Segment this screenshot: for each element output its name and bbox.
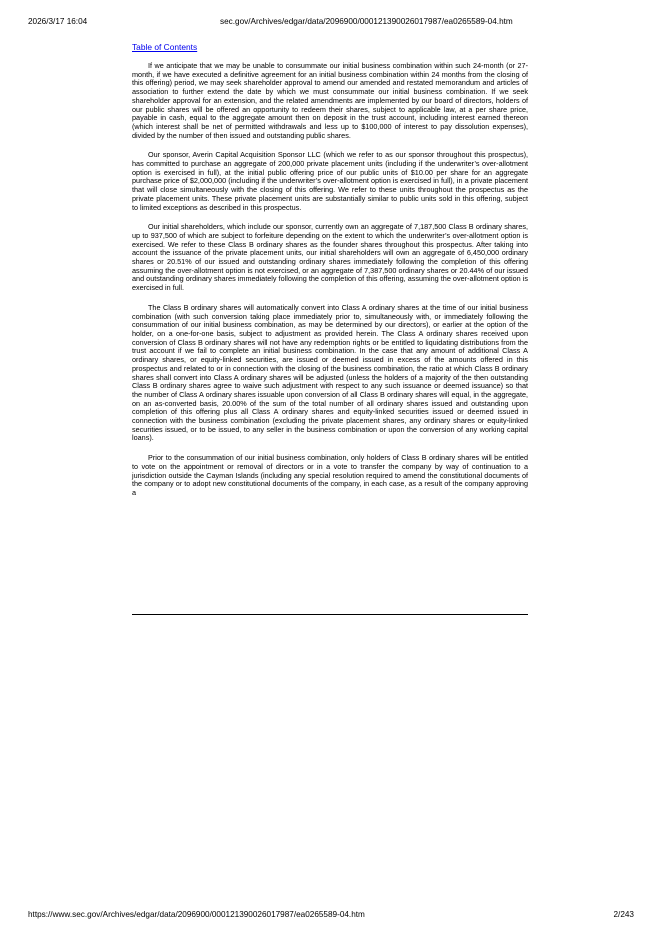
paragraph-sponsor-private-placement: Our sponsor, Averin Capital Acquisition Sponsor LLC (which we refer to as our sponsor throughout this prospectus), has committed to purchase an aggregate of 200,000 private placement units (including if the underwriter’s over-allotment option is exercised in full), at the initial public offering price of our public units of $10.00 per share for an aggregate purchase price of $2,000,000 (including if the underwriter’s over-allotment option is exercised in full), in a private placement that will close simultaneously with the closing of this offering. We refer to these units throughout the prospectus as the private placement units. These private placement units are substantially similar to public units sold in this offering, subject to limited exceptions as described in this prospectus. [132, 150, 528, 212]
print-footer [28, 910, 634, 922]
table-of-contents-link[interactable]: Table of Contents [132, 42, 198, 52]
print-page-counter: 2/243 [613, 910, 634, 919]
document-body [132, 37, 528, 498]
paragraph-extension-approval: If we anticipate that we may be unable to consummate our initial business combination within such 24-month (or 27-month, if we have executed a definitive agreement for an initial business combination within 24 months from the closing of this offering) period, we may seek shareholder approval to amend our amended and restated memorandum and articles of association to further extend the date by which we must consummate our initial business combination. If we seek shareholder approval for an extension, and the related amendments are implemented by our board of directors, holders of our public shares will be offered an opportunity to redeem their shares, subject to applicable law, at a per share price, payable in cash, equal to the aggregate amount then on deposit in the trust account, including interest earned thereon (which interest shall be net of permitted withdrawals and less up to $100,000 of interest to pay dissolution expenses), divided by the number of then issued and outstanding public shares. [132, 61, 528, 140]
page-bottom-divider [132, 614, 528, 615]
paragraph-class-b-voting: Prior to the consummation of our initial business combination, only holders of Class B ordinary shares will be entitled to vote on the appointment or removal of directors or in a vote to transfer the company by way of continuation to a jurisdiction outside the Cayman Islands (including any special resolution required to amend the constitutional documents of the company or to adopt new constitutional documents of the company, in each case, as a result of the company approving a [132, 453, 528, 497]
print-timestamp: 2026/3/17 16:04 [28, 17, 88, 26]
print-header-url: sec.gov/Archives/edgar/data/2096900/000121390026017987/ea0265589-04.htm [220, 17, 513, 26]
paragraph-initial-shareholders: Our initial shareholders, which include our sponsor, currently own an aggregate of 7,187,500 Class B ordinary shares, up to 937,500 of which are subject to forfeiture depending on the extent to which the underwriter’s over-allotment option is exercised. We refer to these Class B ordinary shares as the founder shares throughout this prospectus. After taking into account the issuance of the private placement units, our initial shareholders will own an aggregate of 6,450,000 ordinary shares or 20.51% of our issued and outstanding ordinary shares immediately following the completion of this offering assuming the over-allotment option is not exercised, or an aggregate of 7,387,500 ordinary shares or 20.44% of our issued and outstanding ordinary shares immediately following the completion of this offering, assuming the over-allotment option is exercised in full. [132, 222, 528, 293]
print-footer-url: https://www.sec.gov/Archives/edgar/data/2096900/000121390026017987/ea0265589-04.htm [28, 910, 365, 919]
paragraph-class-b-conversion: The Class B ordinary shares will automatically convert into Class A ordinary shares at the time of our initial business combination (with such conversion taking place immediately prior to, simultaneously with, or immediately following the consummation of our initial business combination, as may be determined by our directors), or earlier at the option of the holder, on a one-for-one basis, subject to adjustment as provided herein. The Class A ordinary shares received upon conversion of Class B ordinary shares will not have any redemption rights or be entitled to liquidating distributions from the trust account if we fail to complete an initial business combination. In the case that any amount of additional Class A ordinary shares, or equity-linked securities, are issued or deemed issued in excess of the amounts offered in this prospectus and related to or in connection with the closing of the business combination, the ratio at which Class B ordinary shares shall convert into Class A ordinary shares will be adjusted (unless the holders of a majority of the then outstanding Class B ordinary shares agree to waive such adjustment with respect to any such issuance or deemed issuance) so that the number of Class A ordinary shares issuable upon conversion of all Class B ordinary shares will equal, in the aggregate, on an as-converted basis, 20.00% of the sum of the total number of all ordinary shares issued and outstanding upon completion of this offering plus all Class A ordinary shares and equity-linked securities issued or deemed issued in connection with the business combination (excluding the private placement shares, any ordinary shares or equity-linked securities issued, or to be issued, to any seller in the business combination or upon the conversion of any working capital loans). [132, 302, 528, 443]
print-header [28, 17, 634, 29]
